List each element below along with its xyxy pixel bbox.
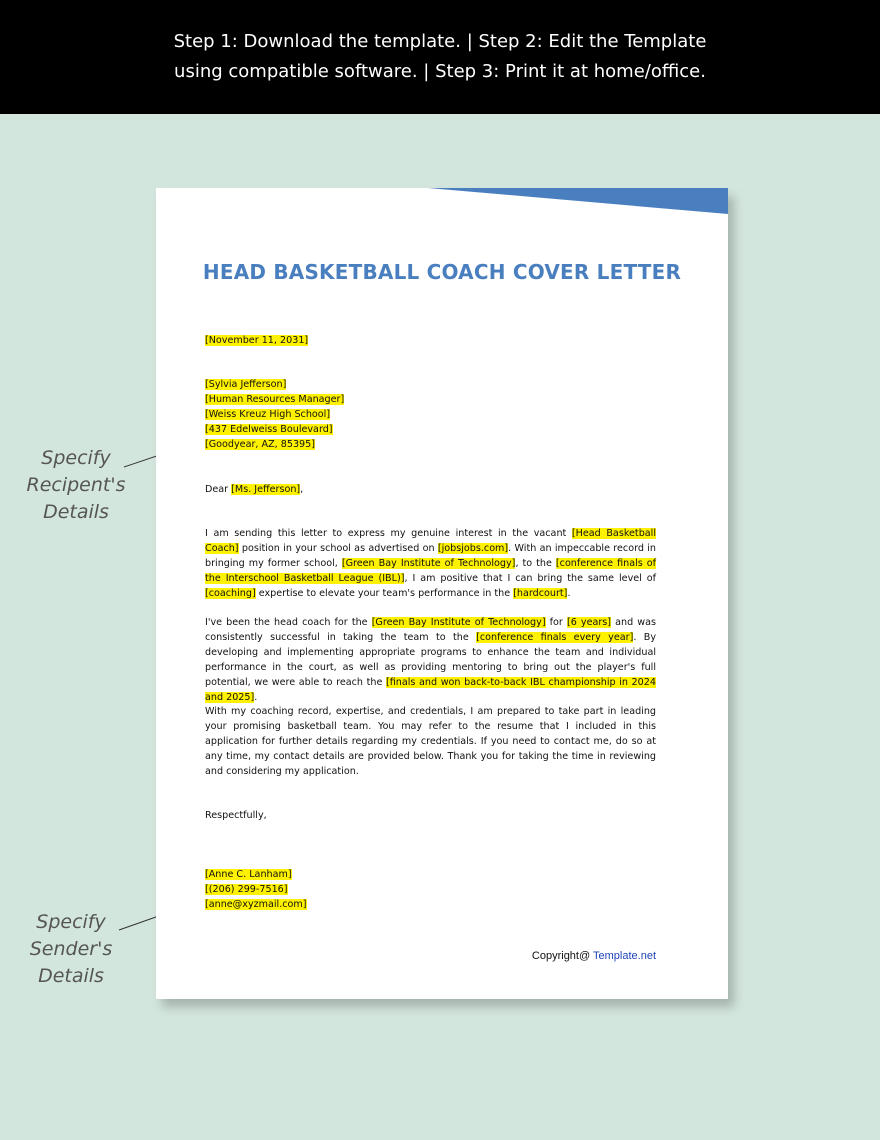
recipient-callout-line-3: Details	[43, 501, 109, 523]
recipient-name: [Sylvia Jefferson]	[205, 379, 287, 390]
banner-line-1: Step 1: Download the template. | Step 2: Edit the Template	[173, 31, 707, 52]
greeting: Dear [Ms. Jefferson],	[205, 484, 304, 495]
recipient-city: [Goodyear, AZ, 85395]	[205, 439, 316, 450]
copyright-notice: Copyright@ Template.net	[531, 950, 656, 962]
recipient-title: [Human Resources Manager]	[205, 394, 345, 405]
recipient-street: [437 Edelweiss Boulevard]	[205, 424, 333, 435]
corner-accent	[428, 188, 728, 218]
sender-callout	[12, 909, 130, 990]
paragraph-2: I've been the head coach for the [Green Bay Institute of Technology] for [6 years] and was consistently successful in taking the team to the [conference finals every year]. By developing and implementing appropriate programs to enhance the team and individual performance in the court, as well as providing mentoring to bring out the player's full potential, we were able to reach the [finals and won back-to-back IBL championship in 2024 and 2025].	[205, 617, 657, 703]
paragraph-1: I am sending this letter to express my genuine interest in the vacant [Head Basketball Coach] position in your school as advertised on [jobsjobs.com]. With an impeccable record in bringing my former school, [Green Bay Institute of Technology], to the [conference finals of the Interschool Basketball League (IBL)], I am positive that I can bring the same level of [coaching] expertise to elevate your team's performance in the [hardcourt].	[205, 528, 657, 599]
greeting-name: [Ms. Jefferson]	[231, 484, 301, 495]
letter-title: HEAD BASKETBALL COACH COVER LETTER	[202, 260, 682, 284]
letter-date	[205, 333, 656, 348]
template-net-link[interactable]: Template.net	[593, 950, 656, 962]
recipient-callout	[14, 445, 138, 526]
sender-email: [anne@xyzmail.com]	[205, 899, 307, 910]
closing: Respectfully,	[205, 810, 267, 821]
letter-page	[156, 188, 728, 999]
sender-name: [Anne C. Lanham]	[205, 869, 292, 880]
recipient-callout-line-1: Specify	[41, 447, 111, 469]
recipient-organization: [Weiss Kreuz High School]	[205, 409, 331, 420]
sender-callout-line-2: Sender's	[29, 938, 113, 960]
date-field: [November 11, 2031]	[205, 335, 309, 346]
recipient-callout-line-2: Recipent's	[26, 474, 126, 496]
recipient-block	[205, 377, 656, 452]
paragraph-3: With my coaching record, expertise, and credentials, I am prepared to take part in leading your promising basketball team. You may refer to the resume that I included in this application for further details regarding my credentials. If you need to contact me, do so at any time, my contact details are provided below. Thank you for taking the time in reviewing and considering my application.	[205, 706, 656, 777]
sender-callout-line-1: Specify	[36, 911, 106, 933]
banner-line-2: using compatible software. | Step 3: Print it at home/office.	[174, 61, 706, 82]
sender-phone: [(206) 299-7516]	[205, 884, 288, 895]
sender-callout-line-3: Details	[38, 965, 104, 987]
sender-block	[205, 867, 656, 912]
